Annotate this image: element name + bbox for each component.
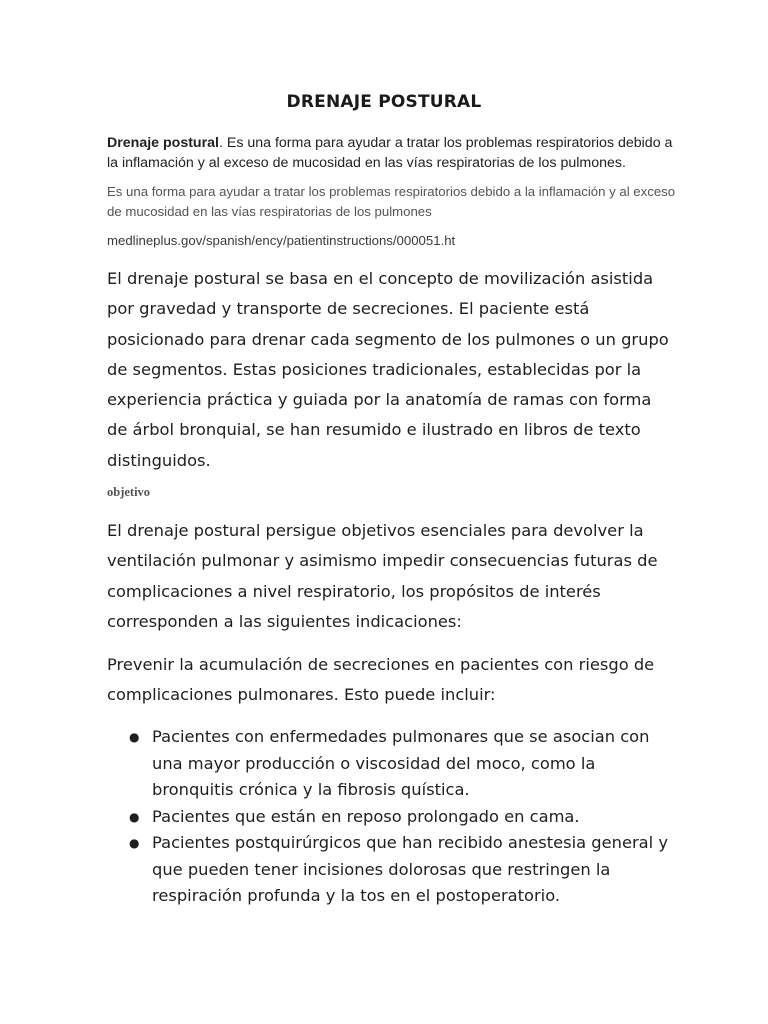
bullet-list — [107, 724, 672, 910]
list-item — [107, 724, 672, 804]
document-title: DRENAJE POSTURAL — [286, 92, 482, 112]
paragraph-prevention: Prevenir la acumulación de secreciones en pacientes con riesgo de complicaciones pulmonares. Esto puede incluir: — [107, 655, 655, 705]
definition-paragraph — [107, 133, 687, 173]
list-item — [107, 804, 672, 831]
list-item-text: Pacientes que están en reposo prolongado en cama. — [152, 806, 580, 826]
list-item-text: Pacientes postquirúrgicos que han recibido anestesia general y que pueden tener incisiones dolorosas que restringen la respiración profunda y la tos en el postoperatorio. — [152, 833, 668, 905]
snippet-text: Es una forma para ayudar a tratar los problemas respiratorios debido a la inflamación y al exceso de mucosidad en las vías respiratorias de los pulmones — [107, 184, 676, 219]
source-url: medlineplus.gov/spanish/ency/patientinstructions/000051.ht — [107, 233, 456, 248]
paragraph-intro: El drenaje postural se basa en el concepto de movilización asistida por gravedad y transporte de secreciones. El paciente está posicionado para drenar cada segmento de los pulmones o un grupo de segmentos. Estas posiciones tradicionales, establecidas por la experiencia práctica y guiada por la anatomía de ramas con forma de árbol bronquial, se han resumido e ilustrado en libros de texto distinguidos. — [107, 269, 669, 470]
bullet-icon: ● — [129, 809, 140, 824]
bullet-icon: ● — [129, 730, 140, 744]
definition-text: . Es una forma para ayudar a tratar los problemas respiratorios debido a la inflamación y al exceso de mucosidad en las vías respiratorias de los pulmones. — [107, 135, 673, 171]
paragraph-objectives: El drenaje postural persigue objetivos esenciales para devolver la ventilación pulmonar y asimismo impedir consecuencias futuras de complicaciones a nivel respiratorio, los propósitos de interés corresponden a las siguientes indicaciones: — [107, 521, 658, 631]
definition-term: Drenaje postural — [107, 135, 219, 151]
list-item-text: Pacientes con enfermedades pulmonares que se asocian con una mayor producción o viscosidad del moco, como la bronquitis crónica y la fibrosis quística. — [152, 727, 650, 799]
bullet-icon: ● — [129, 836, 140, 850]
list-item — [107, 830, 672, 910]
subheading-objetivo: objetivo — [107, 485, 151, 499]
